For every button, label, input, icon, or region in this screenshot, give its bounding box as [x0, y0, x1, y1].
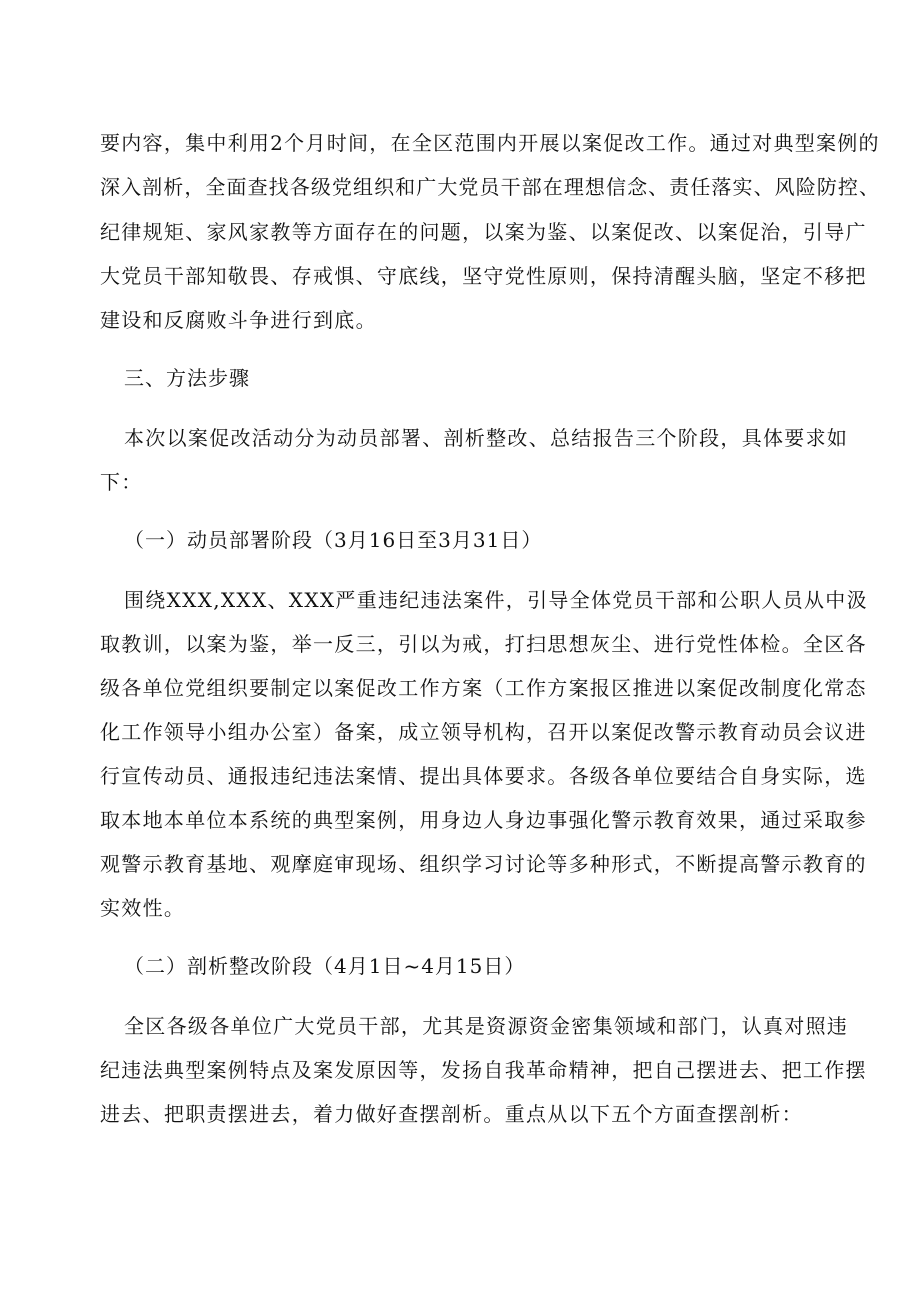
paragraph-line: 大党员干部知敬畏、存戒惧、守底线，坚守党性原则，保持清醒头脑，坚定不移把 — [100, 264, 867, 288]
paragraph-line: 取本地本单位本系统的典型案例，用身边人身边事强化警示教育效果，通过采取参 — [100, 808, 867, 832]
paragraph-line: 进去、把职责摆进去，着力做好查摆剖析。重点从以下五个方面查摆剖析： — [100, 1102, 803, 1126]
paragraph-line: 深入剖析，全面查找各级党组织和广大党员干部在理想信念、责任落实、风险防控、 — [100, 175, 881, 199]
paragraph-line: 级各单位党组织要制定以案促改工作方案（工作方案报区推进以案促改制度化常态 — [100, 676, 867, 700]
paragraph-line: 观警示教育基地、观摩庭审现场、组织学习讨论等多种形式，不断提高警示教育的 — [100, 852, 867, 876]
paragraph-line: 行宣传动员、通报违纪违法案情、提出具体要求。各级各单位要结合自身实际，选 — [100, 764, 867, 788]
paragraph-line: 下： — [100, 470, 143, 494]
paragraph-line: 围绕XXX,XXX、XXX严重违纪违法案件，引导全体党员干部和公职人员从中汲 — [124, 588, 868, 612]
paragraph-line: 全区各级各单位广大党员干部，尤其是资源资金密集领域和部门，认真对照违 — [124, 1014, 849, 1038]
stage2-heading: （二）剖析整改阶段（4月1日~4月15日） — [124, 954, 526, 978]
paragraph-line: 纪律规矩、家风家教等方面存在的问题，以案为鉴、以案促改、以案促治，引导广 — [100, 220, 867, 244]
paragraph-line: 纪违法典型案例特点及案发原因等，发扬自我革命精神，把自己摆进去、把工作摆 — [100, 1058, 867, 1082]
paragraph-line: 本次以案促改活动分为动员部署、剖析整改、总结报告三个阶段，具体要求如 — [124, 426, 849, 450]
paragraph-line: 建设和反腐败斗争进行到底。 — [100, 308, 377, 332]
paragraph-line: 化工作领导小组办公室）备案，成立领导机构，召开以案促改警示教育动员会议进 — [100, 720, 867, 744]
section-heading: 三、方法步骤 — [124, 366, 250, 390]
paragraph-line: 要内容，集中利用2个月时间，在全区范围内开展以案促改工作。通过对典型案例的 — [100, 131, 880, 155]
paragraph-line: 取教训，以案为鉴，举一反三，引以为戒，打扫思想灰尘、进行党性体检。全区各 — [100, 632, 867, 656]
paragraph-line: 实效性。 — [100, 896, 186, 920]
stage1-heading: （一）动员部署阶段（3月16日至3月31日） — [124, 528, 543, 552]
